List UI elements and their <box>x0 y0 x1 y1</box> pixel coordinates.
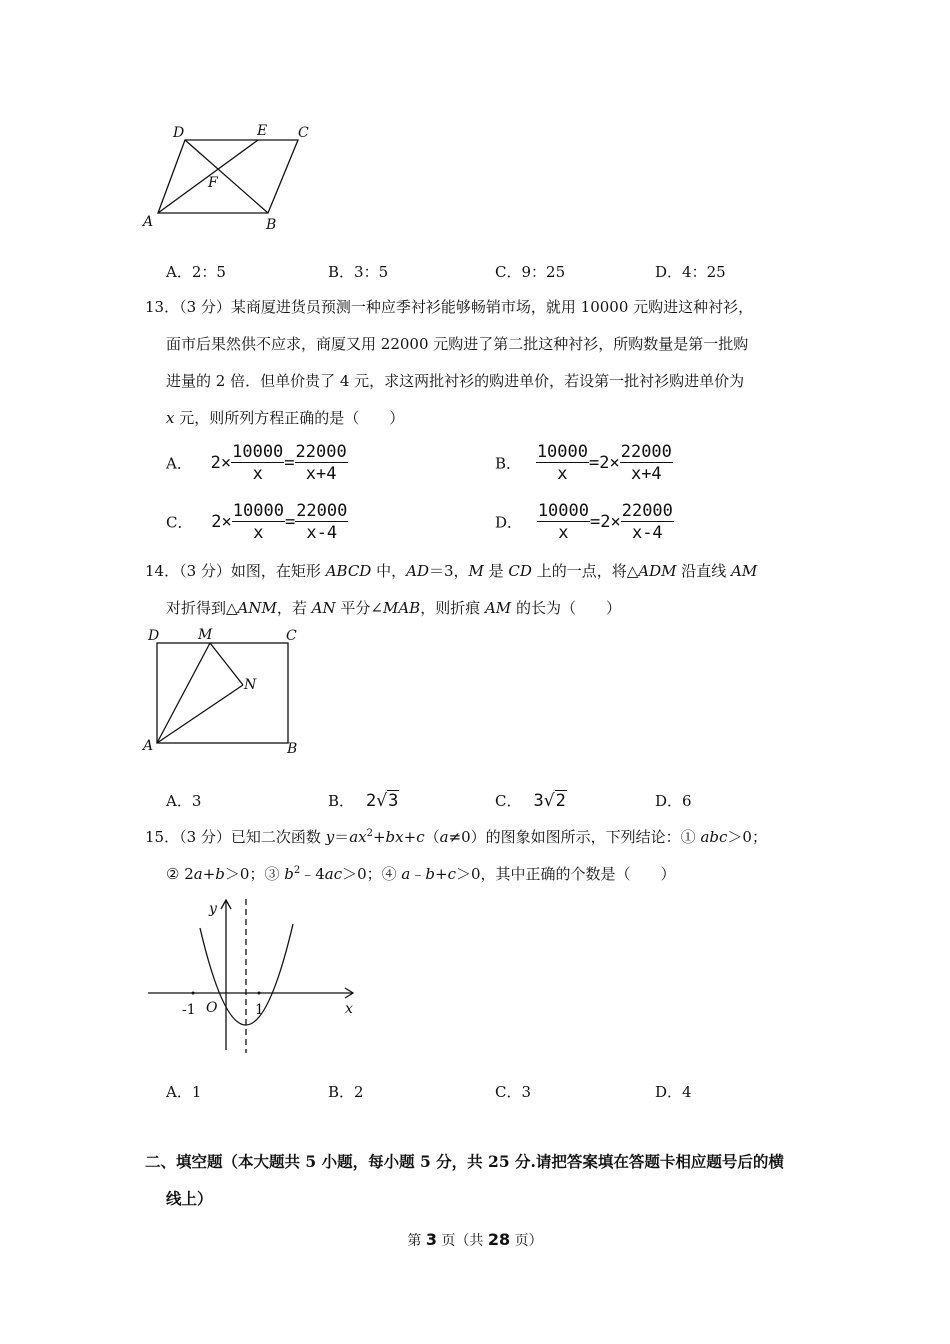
q13-option-a[interactable]: A． 2× $\frac{10000}{x}$ = $\frac{22000}{x+4}$ <box>166 442 347 484</box>
sqrt-icon: √ <box>543 791 555 811</box>
label-d: D <box>173 125 185 141</box>
segment-mn <box>210 643 243 685</box>
parallelogram-outline <box>158 140 298 213</box>
q14-option-c[interactable]: C． 3√2 <box>495 791 566 811</box>
section-2-heading: 二、填空题（本大题共 5 小题，每小题 5 分，共 25 分.请把答案填在答题卡相应题号后的横 <box>145 1152 784 1171</box>
page-total: 28 <box>487 1230 511 1249</box>
fraction: $\frac{10000}{x}$ <box>232 501 284 543</box>
q14-line2: 对折得到△ANM，若 AN 平分∠MAB，则折痕 AM 的长为（ ） <box>166 599 621 617</box>
q13-option-b[interactable]: B． $\frac{10000}{x}$ =2× $\frac{22000}{x+4}$ <box>495 442 672 484</box>
parallelogram-figure <box>138 118 318 236</box>
label-origin: O <box>206 1000 218 1016</box>
q15-option-b[interactable]: B．2 <box>328 1083 364 1101</box>
q15-line2: ② 2a+b＞0；③ $b^2﹣4ac>0$；④ a﹣b+c＞0，其中正确的个数是（ ） <box>166 865 676 883</box>
q13-option-c[interactable]: C． 2× $\frac{10000}{x}$ = $\frac{22000}{x-4}$ <box>166 501 348 543</box>
tick-1 <box>258 992 261 995</box>
fraction: $\frac{22000}{x+4}$ <box>620 442 672 484</box>
q13-line3: 进量的 2 倍．但单价贵了 4 元，求这两批衬衫的购进单价，若设第一批衬衫购进单价为 <box>166 372 745 390</box>
label-d: D <box>148 628 160 644</box>
label-b: B <box>287 741 298 757</box>
rectangle-fold-figure <box>140 622 310 762</box>
label-c: C <box>298 125 309 141</box>
page-number: 3 <box>425 1230 437 1249</box>
option-letter: A． <box>166 263 192 281</box>
q12-option-b[interactable] <box>328 261 388 282</box>
label-m: M <box>198 627 213 643</box>
option-text: 2：5 <box>191 263 226 281</box>
q12-option-d[interactable] <box>655 261 726 282</box>
fraction: $\frac{10000}{x}$ <box>537 501 589 543</box>
label-x: x <box>345 1001 353 1017</box>
page-footer: 第 3 页（共 28 页） <box>407 1230 543 1249</box>
diagonal-db <box>185 140 268 213</box>
q12-option-a[interactable] <box>166 261 226 282</box>
label-n: N <box>244 677 257 693</box>
tick-neg1 <box>192 992 195 995</box>
q14-line1: 14．（3 分）如图，在矩形 ABCD 中，AD＝3，M 是 CD 上的一点，将△ADM 沿直线 AM <box>145 562 758 580</box>
q13-line4: x 元，则所列方程正确的是（ ） <box>166 409 405 427</box>
section-2-heading-cont: 线上） <box>166 1189 213 1208</box>
option-text: 3：5 <box>354 263 389 281</box>
q15-option-d[interactable]: D．4 <box>655 1083 692 1101</box>
label-a: A <box>143 214 154 230</box>
label-y: y <box>209 901 217 917</box>
fraction: $\frac{10000}{x}$ <box>536 442 588 484</box>
q13-option-d[interactable]: D． $\frac{10000}{x}$ =2× $\frac{22000}{x-4}$ <box>495 501 673 543</box>
sqrt-icon: √ <box>376 791 388 811</box>
option-letter: D． <box>655 263 683 281</box>
fraction: $\frac{22000}{x-4}$ <box>621 501 673 543</box>
label-1: 1 <box>255 1002 264 1018</box>
q15-option-c[interactable]: C．3 <box>495 1083 532 1101</box>
option-text: 4：25 <box>682 263 726 281</box>
option-letter: C． <box>495 263 522 281</box>
parabola-graph <box>145 895 360 1055</box>
q13-line2: 面市后果然供不应求，商厦又用 22000 元购进了第二批这种衬衫，所购数量是第一批购 <box>166 335 749 353</box>
fraction: $\frac{22000}{x+4}$ <box>295 442 347 484</box>
label-e: E <box>257 123 268 139</box>
fraction: $\frac{10000}{x}$ <box>232 442 284 484</box>
q13-line1: 13．（3 分）某商厦进货员预测一种应季衬衫能够畅销市场，就用 10000 元购进这种衬衫， <box>145 298 754 316</box>
q14-option-d[interactable]: D．6 <box>655 792 692 810</box>
label-neg1: -1 <box>182 1002 196 1018</box>
segment-an <box>157 685 243 743</box>
label-b: B <box>266 217 277 233</box>
q15-option-a[interactable]: A．1 <box>166 1083 202 1101</box>
fraction: $\frac{22000}{x-4}$ <box>296 501 348 543</box>
option-text: 9：25 <box>521 263 566 281</box>
q15-line1: 15．（3 分）已知二次函数 $y=ax^2+bx+c(a\ne 0)$的图象如图所示，下列结论：① abc＞0； <box>145 828 767 846</box>
segment-am <box>157 643 210 743</box>
label-f: F <box>208 175 218 191</box>
label-c: C <box>286 628 297 644</box>
q12-option-c[interactable] <box>495 261 565 282</box>
q14-option-b[interactable]: B． 2√3 <box>328 791 399 811</box>
q14-option-a[interactable]: A．3 <box>166 792 202 810</box>
option-letter: B． <box>328 263 355 281</box>
label-a: A <box>143 738 154 754</box>
